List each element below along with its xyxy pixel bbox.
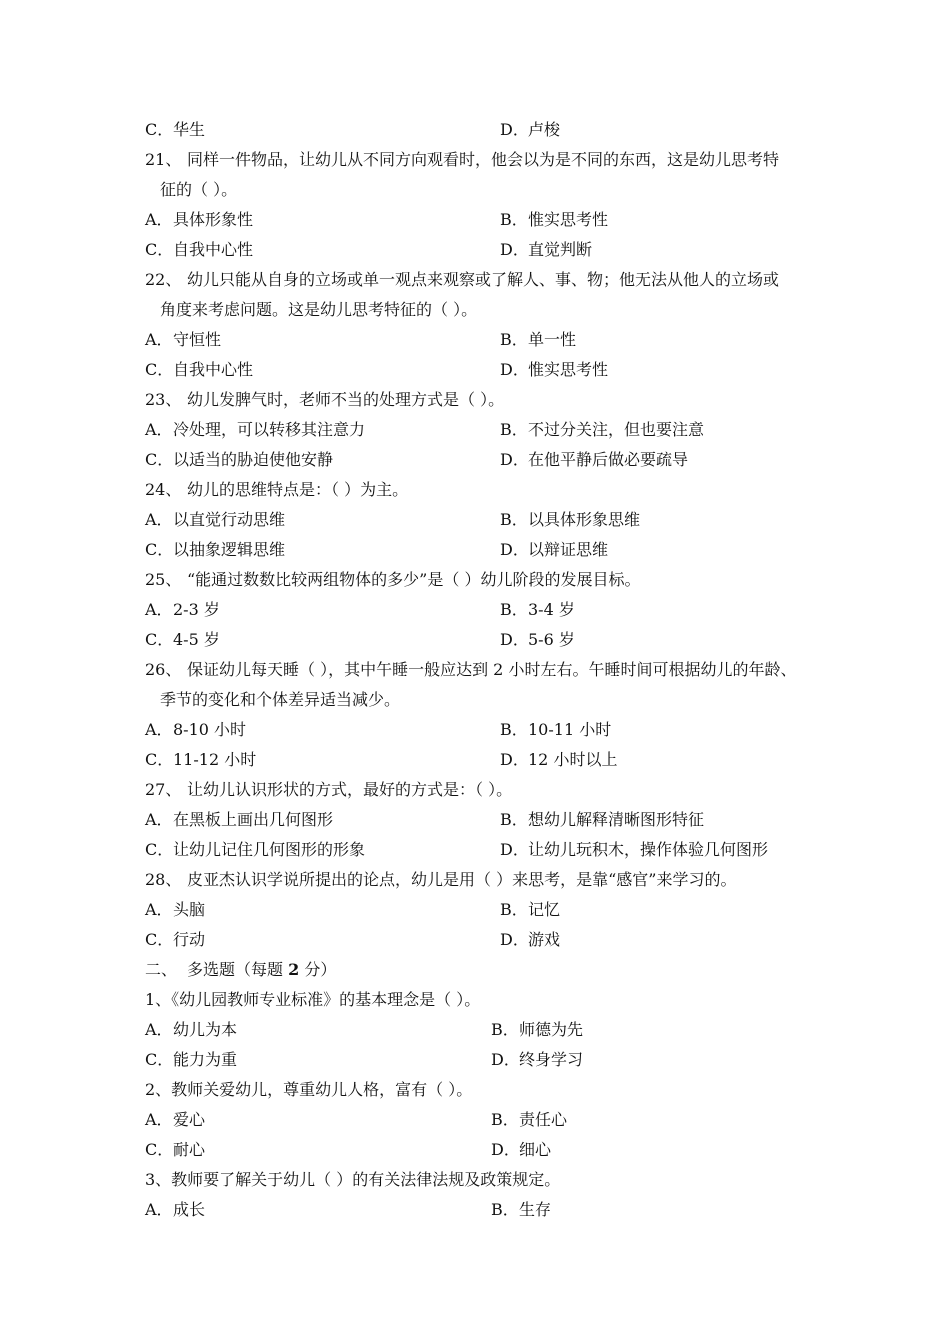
option-text: 以适当的胁迫使他安静 [173,450,334,469]
question-22-continued [160,300,477,320]
option-text: 成长 [173,1200,206,1219]
option-a [145,600,220,620]
option-text: 终身学习 [519,1050,584,1069]
question-number: 23、 [145,390,182,409]
option-label: A． [145,210,173,229]
option-text: 守恒性 [173,330,222,349]
option-b [500,900,560,920]
option-b [491,1020,583,1040]
option-a [145,720,246,740]
option-label: D． [500,450,529,469]
option-label: C． [145,750,174,769]
question-text: “能通过数数比较两组物体的多少”是（ ）幼儿阶段的发展目标。 [187,570,641,589]
question-text: 保证幼儿每天睡（ ），其中午睡一般应达到 2 小时左右。午睡时间可根据幼儿的年龄、 [187,660,797,679]
option-text: 10-11 小时 [528,720,612,739]
option-label: C． [145,540,174,559]
option-label: D． [491,1140,520,1159]
section-number: 二、 [145,960,178,979]
option-text: 生存 [519,1200,552,1219]
option-label: B． [500,510,528,529]
option-label: B． [500,600,528,619]
option-label: C． [145,450,174,469]
option-label: A． [145,1020,173,1039]
question-text: 同样一件物品，让幼儿从不同方向观看时，他会以为是不同的东西，这是幼儿思考特 [187,150,780,169]
option-d [500,540,608,560]
option-label: B． [500,210,528,229]
section-heading [145,960,336,980]
option-text: 惟实思考性 [528,210,609,229]
question-text: 皮亚杰认识学说所提出的论点，幼儿是用（ ）来思考，是靠“感官”来学习的。 [187,870,737,889]
section-points: 2 [288,960,300,979]
question-25 [145,570,640,590]
option-d [500,120,560,140]
question-text: 季节的变化和个体差异适当减少。 [160,690,401,709]
option-label: D． [500,930,529,949]
option-d [500,360,608,380]
option-d [500,840,768,860]
option-label: B． [500,900,528,919]
option-c [145,360,253,380]
option-text: 3-4 岁 [528,600,575,619]
question-23 [145,390,504,410]
question-26 [145,660,796,680]
option-label: A． [145,510,173,529]
option-d [491,1050,583,1070]
option-b [500,330,576,350]
option-b [500,600,575,620]
question-22 [145,270,779,290]
option-b [500,810,704,830]
option-d [500,630,575,650]
option-text: 自我中心性 [173,240,254,259]
option-text: 能力为重 [173,1050,238,1069]
option-text: 8-10 小时 [173,720,247,739]
option-text: 12 小时以上 [528,750,618,769]
option-a [145,1110,205,1130]
option-label: C． [145,1050,174,1069]
question-27 [145,780,512,800]
question-text: 角度来考虑问题。这是幼儿思考特征的（ ）。 [160,300,478,319]
option-label: D． [500,540,529,559]
option-c [145,1050,237,1070]
option-a [145,900,205,920]
option-text: 头脑 [173,900,206,919]
multi-question-3 [145,1170,560,1190]
option-c [145,240,253,260]
option-text: 让幼儿记住几何图形的形象 [173,840,366,859]
option-label: B． [491,1200,519,1219]
option-text: 在黑板上画出几何图形 [173,810,334,829]
question-text: 3、教师要了解关于幼儿（ ）的有关法律法规及政策规定。 [145,1170,561,1189]
option-label: D． [500,630,529,649]
option-label: D． [500,120,529,139]
option-text: 幼儿为本 [173,1020,238,1039]
option-text: 耐心 [173,1140,206,1159]
option-label: A． [145,1200,173,1219]
option-a [145,210,253,230]
option-label: B． [500,720,528,739]
option-d [500,930,560,950]
option-text: 记忆 [528,900,561,919]
option-text: 责任心 [519,1110,568,1129]
option-d [491,1140,551,1160]
option-label: A． [145,810,173,829]
option-text: 在他平静后做必要疏导 [528,450,689,469]
option-label: D． [500,840,529,859]
option-c [145,450,333,470]
option-text: 以直觉行动思维 [173,510,286,529]
option-label: B． [491,1020,519,1039]
option-text: 爱心 [173,1110,206,1129]
option-a [145,330,221,350]
option-b [500,510,640,530]
option-text: 细心 [519,1140,552,1159]
option-text: 直觉判断 [528,240,593,259]
option-text: 具体形象性 [173,210,254,229]
question-number: 28、 [145,870,182,889]
option-label: C． [145,840,174,859]
multi-question-2 [145,1080,472,1100]
option-text: 2-3 岁 [173,600,220,619]
option-text: 师德为先 [519,1020,584,1039]
option-text: 让幼儿玩积木，操作体验几何图形 [528,840,769,859]
option-text: 行动 [173,930,206,949]
option-c [145,930,205,950]
option-c [145,750,256,770]
option-a [145,510,285,530]
option-text: 想幼儿解释清晰图形特征 [528,810,705,829]
option-label: D． [500,750,529,769]
option-d [500,240,592,260]
question-text: 征的（ ）。 [160,180,238,199]
option-text: 冷处理，可以转移其注意力 [173,420,366,439]
option-label: B． [491,1110,519,1129]
option-b [500,420,704,440]
question-28 [145,870,736,890]
option-c [145,840,365,860]
option-text: 11-12 小时 [173,750,257,769]
question-number: 25、 [145,570,182,589]
option-label: C． [145,360,174,379]
option-c [145,120,205,140]
question-text: 幼儿只能从自身的立场或单一观点来观察或了解人、事、物；他无法从他人的立场或 [187,270,780,289]
option-text: 以抽象逻辑思维 [173,540,286,559]
option-label: D． [500,240,529,259]
option-label: A． [145,900,173,919]
option-text: 惟实思考性 [528,360,609,379]
option-label: D． [491,1050,520,1069]
option-text: 卢梭 [528,120,561,139]
option-label: B． [500,810,528,829]
question-21-continued [160,180,237,200]
option-c [145,540,285,560]
option-text: 以具体形象思维 [528,510,641,529]
question-number: 26、 [145,660,182,679]
section-unit: 分） [299,960,337,979]
question-number: 21、 [145,150,182,169]
question-21 [145,150,779,170]
option-a [145,1020,237,1040]
question-number: 22、 [145,270,182,289]
option-d [500,450,688,470]
question-text: 2、教师关爱幼儿，尊重幼儿人格，富有（ ）。 [145,1080,473,1099]
option-c [145,630,220,650]
option-d [500,750,617,770]
option-text: 自我中心性 [173,360,254,379]
question-number: 27、 [145,780,182,799]
option-text: 5-6 岁 [528,630,575,649]
option-text: 华生 [173,120,206,139]
option-label: C． [145,1140,174,1159]
option-text: 4-5 岁 [173,630,220,649]
option-label: C． [145,120,174,139]
option-a [145,810,333,830]
option-label: B． [500,420,528,439]
option-text: 不过分关注，但也要注意 [528,420,705,439]
section-title: 多选题（每题 [187,960,289,979]
option-label: A． [145,330,173,349]
question-text: 1、《幼儿园教师专业标准》的基本理念是（ ）。 [145,990,481,1009]
question-number: 24、 [145,480,182,499]
question-26-continued [160,690,400,710]
option-text: 单一性 [528,330,577,349]
option-label: C． [145,930,174,949]
option-label: C． [145,630,174,649]
option-label: A． [145,1110,173,1129]
option-label: A． [145,420,173,439]
option-b [491,1110,567,1130]
option-b [500,210,608,230]
question-text: 幼儿的思维特点是：（ ）为主。 [187,480,409,499]
option-a [145,1200,205,1220]
option-a [145,420,365,440]
option-label: A． [145,720,173,739]
multi-question-1 [145,990,480,1010]
option-text: 以辩证思维 [528,540,609,559]
option-text: 游戏 [528,930,561,949]
question-text: 让幼儿认识形状的方式，最好的方式是：（ ）。 [187,780,513,799]
option-label: D． [500,360,529,379]
option-label: B． [500,330,528,349]
question-text: 幼儿发脾气时，老师不当的处理方式是（ ）。 [187,390,505,409]
option-label: C． [145,240,174,259]
option-c [145,1140,205,1160]
question-24 [145,480,408,500]
option-label: A． [145,600,173,619]
option-b [491,1200,551,1220]
option-b [500,720,611,740]
